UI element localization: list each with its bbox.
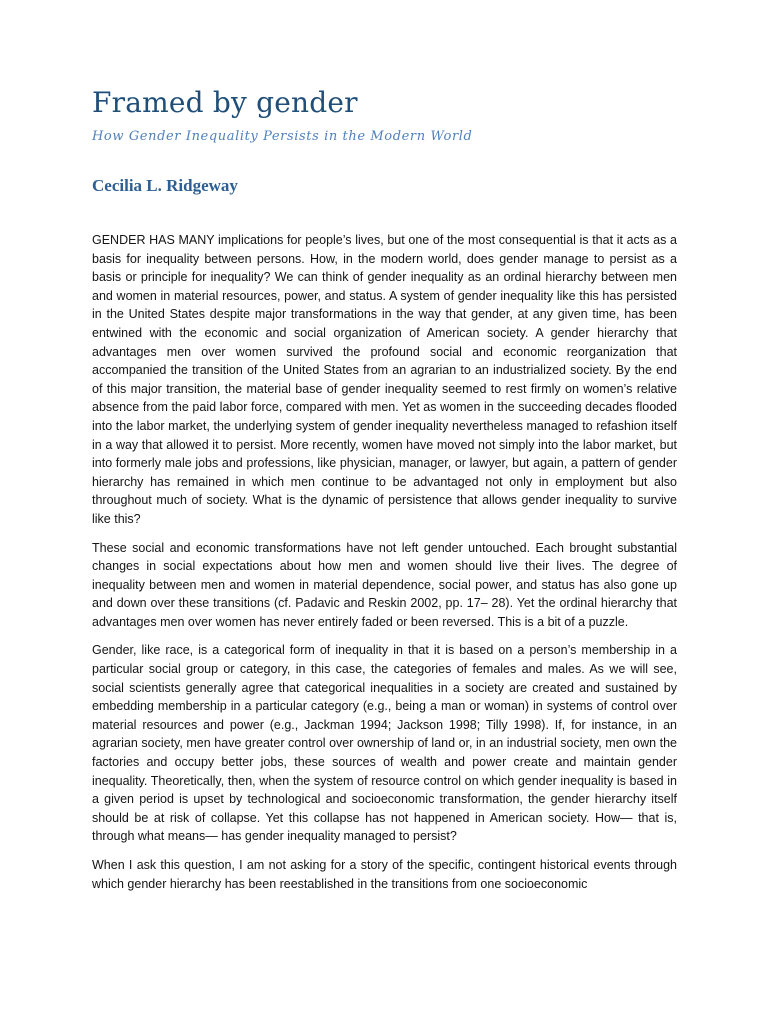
document-subtitle: How Gender Inequality Persists in the Modern World	[92, 129, 473, 144]
paragraph-3: Gender, like race, is a categorical form of inequality in that it is based on a person’s membership in a particular social group or category, in this case, the categories of females and males. As we will see, social scientists generally agree that categorical inequalities in a society are created and sustained by embedding membership in a particular category (e.g., being a man or woman) in systems of control over material resources and power (e.g., Jackman 1994; Jackson 1998; Tilly 1998). If, for instance, in an agrarian society, men have greater control over ownership of land or, in an industrial society, men own the factories and occupy better jobs, these sources of wealth and power create and maintain gender inequality. Theoretically, then, when the system of resource control on which gender inequality is based in a given period is upset by technological and socioeconomic transformation, the gender hierarchy itself should be at risk of collapse. Yet this collapse has not happened in American society. How— that is, through what means— has gender inequality managed to persist?	[92, 643, 677, 844]
paragraph-1: GENDER HAS MANY implications for people’s lives, but one of the most consequential is that it acts as a basis for inequality between persons. How, in the modern world, does gender manage to persist as a basis or principle for inequality? We can think of gender inequality as an ordinal hierarchy between men and women in material resources, power, and status. A system of gender inequality like this has persisted in the United States despite major transformations in the way that gender, at any given time, has been entwined with the economic and social organization of American society. A gender hierarchy that advantages men over women survived the profound social and economic reorganization that accompanied the transition of the United States from an agrarian to an industrialized society. By the end of this major transition, the material base of gender inequality seemed to rest firmly on women’s relative absence from the paid labor force, compared with men. Yet as women in the succeeding decades flooded into the labor market, the underlying system of gender inequality nevertheless managed to refashion itself in a way that allowed it to persist. More recently, women have moved not simply into the labor market, but into formerly male jobs and professions, like physician, manager, or lawyer, but again, a pattern of gender hierarchy has remained in which men continue to be advantaged not only in employment but also throughout much of society. What is the dynamic of persistence that allows gender inequality to survive like this?	[92, 233, 677, 526]
document-title: Framed by gender	[92, 86, 358, 119]
author-name: Cecilia L. Ridgeway	[92, 176, 238, 195]
paragraph-4: When I ask this question, I am not asking for a story of the specific, contingent historical events through which gender hierarchy has been reestablished in the transitions from one socioeconomic	[92, 858, 677, 891]
paragraph-2: These social and economic transformations have not left gender untouched. Each brought substantial changes in social expectations about how men and women should live their lives. The degree of inequality between men and women in material dependence, social power, and status has also gone up and down over these transitions (cf. Padavic and Reskin 2002, pp. 17– 28). Yet the ordinal hierarchy that advantages men over women has never entirely faded or been reversed. This is a bit of a puzzle.	[92, 540, 677, 629]
body-text	[92, 231, 677, 903]
